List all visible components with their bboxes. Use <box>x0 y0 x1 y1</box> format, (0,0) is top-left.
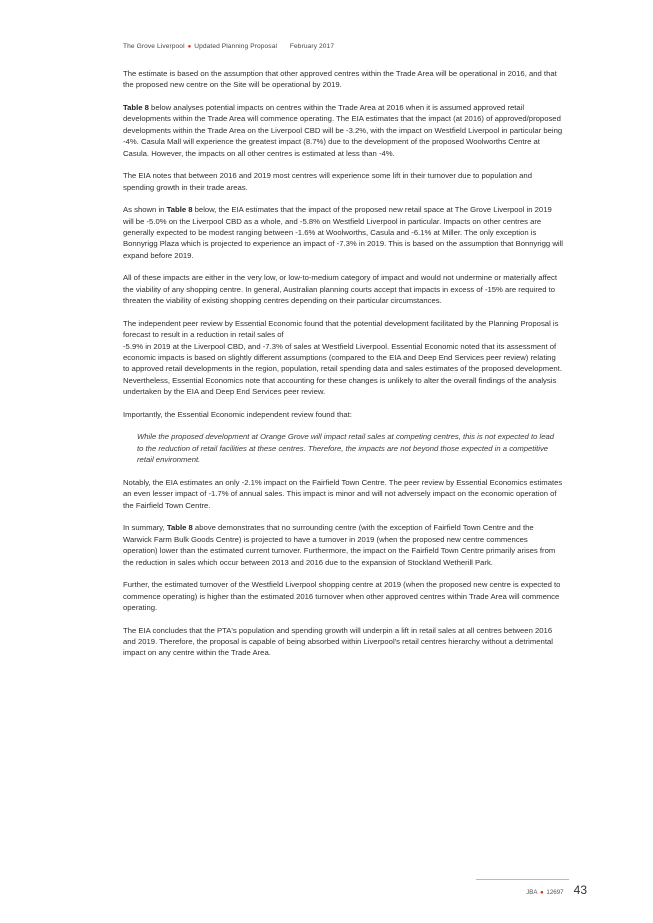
table-reference: Table 8 <box>166 523 193 533</box>
table-reference: Table 8 <box>123 103 149 112</box>
running-header <box>123 43 334 50</box>
body-text <box>123 68 563 670</box>
page-number: 43 <box>573 883 587 897</box>
paragraph: Notably, the EIA estimates an only -2.1% impact on the Fairfield Town Centre. The peer review by Essential Economics estimates an even lesser impact of -1.7% of annual sales. This impact is minor and will not adversely impact on the economic operation of the Fairfield Town Centre. <box>123 477 563 510</box>
header-bullet-icon: ● <box>187 44 192 50</box>
header-date: February 2017 <box>289 43 335 50</box>
paragraph: The independent peer review by Essential Economic found that the potential development facilitated by the Planning Proposal is forecast to result in a reduction in retail sales of -5.9% in 2019 at the Liverpool CBD, and -7.3% of sales at Westfield Liverpool. Essential Economic noted that its assessment of economic impacts is based on slightly different assumptions (compared to the EIA and Deep End Services peer review) relating to approved retail developments in the region, population, retail spending data and sales estimates of the proposed development. Nevertheless, Essential Economics note that accounting for these changes is unlikely to alter the overall findings of the analysis undertaken by the EIA and Deep End Services peer review. <box>123 318 562 397</box>
paragraph: Table 8 below analyses potential impacts on centres within the Trade Area at 2016 when it is assumed approved retail developments within the Trade Area will commence operating. The EIA estimates that the impact (at 2016) of approved/proposed developments within the Trade Area on the Liverpool CBD will be -3.2%, with the impact on Westfield Liverpool in particular being -4%. Casula Mall will experience the greatest impact (8.7%) due to the development of the proposed Woolworths Centre at Casula. However, the impacts on all other centres is estimated at less than -4%. <box>123 103 563 158</box>
paragraph: As shown in Table 8 below, the EIA estimates that the impact of the proposed new retail space at The Grove Liverpool in 2019 will be -5.0% on the Liverpool CBD as a whole, and -5.8% on Westfield Liverpool in particular. Impacts on other centres are generally expected to be modest ranging between -1.6% at Woolworths, Casula and -6.1% at Miller. The only exception is Bonnyrigg Plaza which is projected to experience an impact of -7.3% in 2019. This is based on the assumption that Bonnyrigg will expand before 2019. <box>123 205 564 260</box>
header-title: Updated Planning Proposal <box>194 43 278 50</box>
paragraph: Importantly, the Essential Economic independent review found that: <box>123 409 352 419</box>
footer-ref-number: 12697 <box>546 889 564 896</box>
paragraph: Further, the estimated turnover of the Westfield Liverpool shopping centre at 2019 (when the proposed new centre is expected to commence operating) is higher than the estimated 2016 turnover when other approved centres within Trade Area will commence operating. <box>123 580 561 612</box>
paragraph: All of these impacts are either in the very low, or low-to-medium category of impact and would not undermine or materially affect the viability of any shopping centre. In general, Australian planning courts accept that impacts in excess of -15% are required to threaten the viability of existing shopping centres depending on their particular circumstances. <box>123 273 557 306</box>
table-reference: Table 8 <box>166 205 193 215</box>
header-doc-name: The Grove Liverpool <box>123 43 185 50</box>
block-quote: While the proposed development at Orange Grove will impact retail sales at competing centres, this is not expected to lead to the reduction of retail facilities at these centres. Therefore, the impacts are not beyond those expected in a competitive retail environment. <box>137 432 555 465</box>
footer-reference <box>526 889 563 896</box>
footer-rule <box>476 879 569 880</box>
paragraph: The EIA notes that between 2016 and 2019 most centres will experience some lift in their turnover due to population and spending growth in their trade areas. <box>123 171 532 192</box>
paragraph: The EIA concludes that the PTA's population and spending growth will underpin a lift in retail sales at all centres between 2016 and 2019. Therefore, the proposal is capable of being absorbed within Liverpool's retail centres hierarchy without a detrimental impact on any centre within the Trade Area. <box>123 625 553 658</box>
paragraph: The estimate is based on the assumption that other approved centres within the Trade Area will be operational in 2016, and that the proposed new centre on the Site will be operational by 2019. <box>123 69 557 90</box>
footer-company: JBA <box>526 889 538 896</box>
paragraph: In summary, Table 8 above demonstrates that no surrounding centre (with the exception of Fairfield Town Centre and the Warwick Farm Bulk Goods Centre) is projected to have a turnover in 2019 (when the proposed new centre commences operation) lower than the estimated current turnover. Furthermore, the impact on the Fairfield Town Centre primarily arises from the reduction in sales which occur between 2013 and 2016 due to the expansion of Stockland Wetherill Park. <box>123 523 556 567</box>
page-footer <box>526 883 587 897</box>
footer-bullet-icon: ● <box>539 889 544 896</box>
